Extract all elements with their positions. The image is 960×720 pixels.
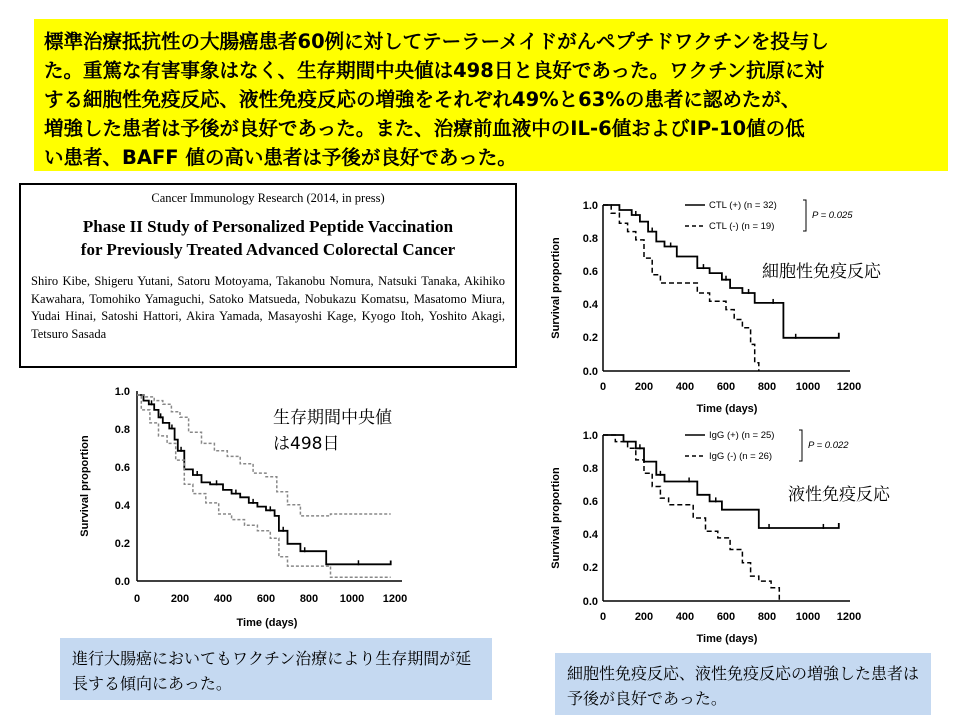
x-tick-label: 400 (675, 381, 695, 393)
cellular-response-chart (545, 193, 875, 425)
x-tick-label: 1000 (339, 593, 365, 605)
summary-line: い患者、BAFF 値の高い患者は予後が良好であった。 (44, 146, 517, 169)
x-tick-label: 800 (757, 381, 777, 393)
x-tick-label: 800 (299, 593, 319, 605)
x-tick-label: 0 (599, 611, 607, 623)
y-tick-label: 0.2 (582, 332, 598, 344)
legend-bracket (803, 200, 806, 231)
y-tick-label: 0.2 (114, 538, 130, 550)
summary-banner (34, 19, 948, 171)
legend-label: IgG (+) (n = 25) (709, 430, 775, 441)
paper-citation-box (19, 183, 517, 368)
summary-line: 標準治療抵抗性の大腸癌患者60例に対してテーラーメイドがんペプチドワクチンを投与し (44, 30, 829, 53)
x-tick-label: 1200 (382, 593, 408, 605)
y-tick-label: 0.0 (582, 366, 598, 378)
y-tick-label: 1.0 (114, 386, 130, 398)
y-tick-label: 0.0 (114, 576, 130, 588)
x-axis-label: Time (days) (236, 617, 298, 629)
x-tick-label: 600 (716, 381, 736, 393)
y-tick-label: 0.0 (582, 596, 598, 608)
legend (685, 200, 853, 232)
x-tick-label: 1200 (836, 381, 862, 393)
journal-name: Cancer Immunology Research (2014, in press) (151, 191, 385, 205)
x-tick-label: 200 (634, 611, 654, 623)
x-tick-label: 1000 (795, 381, 821, 393)
y-tick-label: 0.2 (582, 562, 598, 574)
x-tick-label: 400 (675, 611, 695, 623)
y-tick-labels (115, 386, 131, 588)
legend-label: CTL (-) (n = 19) (709, 221, 775, 232)
paper-title-line: for Previously Treated Advanced Colorectal Cancer (80, 240, 456, 259)
x-tick-labels (600, 611, 861, 623)
x-tick-labels (600, 381, 861, 393)
y-tick-label: 0.8 (582, 233, 598, 245)
x-tick-label: 200 (170, 593, 190, 605)
p-value: P = 0.025 (812, 210, 853, 221)
legend-label: IgG (-) (n = 26) (709, 451, 773, 462)
y-tick-label: 0.6 (582, 496, 598, 508)
y-axis-label: Survival proportion (79, 435, 91, 537)
summary-line: する細胞性免疫反応、液性免疫反応の増強をそれぞれ49%と63%の患者に認めたが、 (44, 88, 801, 111)
paper-title (21, 215, 515, 261)
x-axis-label: Time (days) (696, 403, 758, 415)
y-tick-label: 0.6 (582, 266, 598, 278)
x-tick-label: 600 (256, 593, 276, 605)
x-tick-labels (134, 593, 407, 605)
y-tick-labels (583, 430, 599, 608)
legend-label: CTL (+) (n = 32) (709, 200, 777, 211)
y-tick-label: 1.0 (582, 430, 598, 442)
x-tick-label: 200 (634, 381, 654, 393)
caption-left: 進行大腸癌においてもワクチン治療により生存期間が延長する傾向にあった。 (60, 638, 492, 700)
x-tick-label: 1000 (795, 611, 821, 623)
x-tick-label: 0 (133, 593, 141, 605)
x-tick-label: 400 (213, 593, 233, 605)
x-tick-label: 600 (716, 611, 736, 623)
y-tick-label: 0.4 (582, 299, 598, 311)
paper-authors: Shiro Kibe, Shigeru Yutani, Satoru Motoyama, Takanobu Nomura, Natsuki Tanaka, Akihiko Kawahara, Tomohiko Yamaguchi, Satoko Matsueda, Nobukazu Komatsu, Masatomo Miura, Yudai Hinai, Satoshi Hattori, Akira Yamada, Masayoshi Kage, Kyogo Itoh, Yoshito Akagi, Tetsuro Sasada (31, 274, 505, 341)
legend (685, 430, 849, 462)
humoral-response-label: 液性免疫反応 (788, 485, 890, 505)
y-tick-label: 0.8 (582, 463, 598, 475)
x-tick-label: 800 (757, 611, 777, 623)
paper-title-line: Phase II Study of Personalized Peptide Vaccination (82, 217, 454, 236)
p-value: P = 0.022 (808, 440, 849, 451)
y-tick-label: 0.4 (582, 529, 598, 541)
y-tick-label: 0.8 (114, 424, 130, 436)
median-line: 生存期間中央値 (273, 408, 392, 428)
x-tick-label: 1200 (836, 611, 862, 623)
y-tick-label: 1.0 (582, 200, 598, 212)
caption-right: 細胞性免疫反応、液性免疫反応の増強した患者は予後が良好であった。 (555, 653, 931, 715)
y-tick-label: 0.6 (114, 462, 130, 474)
legend-bracket (799, 430, 802, 461)
x-axis-label: Time (days) (696, 633, 758, 645)
summary-line: た。重篤な有害事象はなく、生存期間中央値は498日と良好であった。ワクチン抗原に対 (44, 59, 825, 82)
median-line: は498日 (273, 434, 340, 454)
y-tick-label: 0.4 (114, 500, 130, 512)
summary-line: 増強した患者は予後が良好であった。また、治療前血液中のIL-6値およびIP-10値の低 (44, 117, 805, 140)
y-axis-label: Survival proportion (550, 237, 562, 339)
cellular-response-label: 細胞性免疫反応 (762, 262, 881, 282)
humoral-response-chart (545, 423, 875, 655)
x-tick-label: 0 (599, 381, 607, 393)
median-survival-note (273, 405, 392, 457)
y-tick-labels (583, 200, 599, 378)
y-axis-label: Survival proportion (550, 467, 562, 569)
